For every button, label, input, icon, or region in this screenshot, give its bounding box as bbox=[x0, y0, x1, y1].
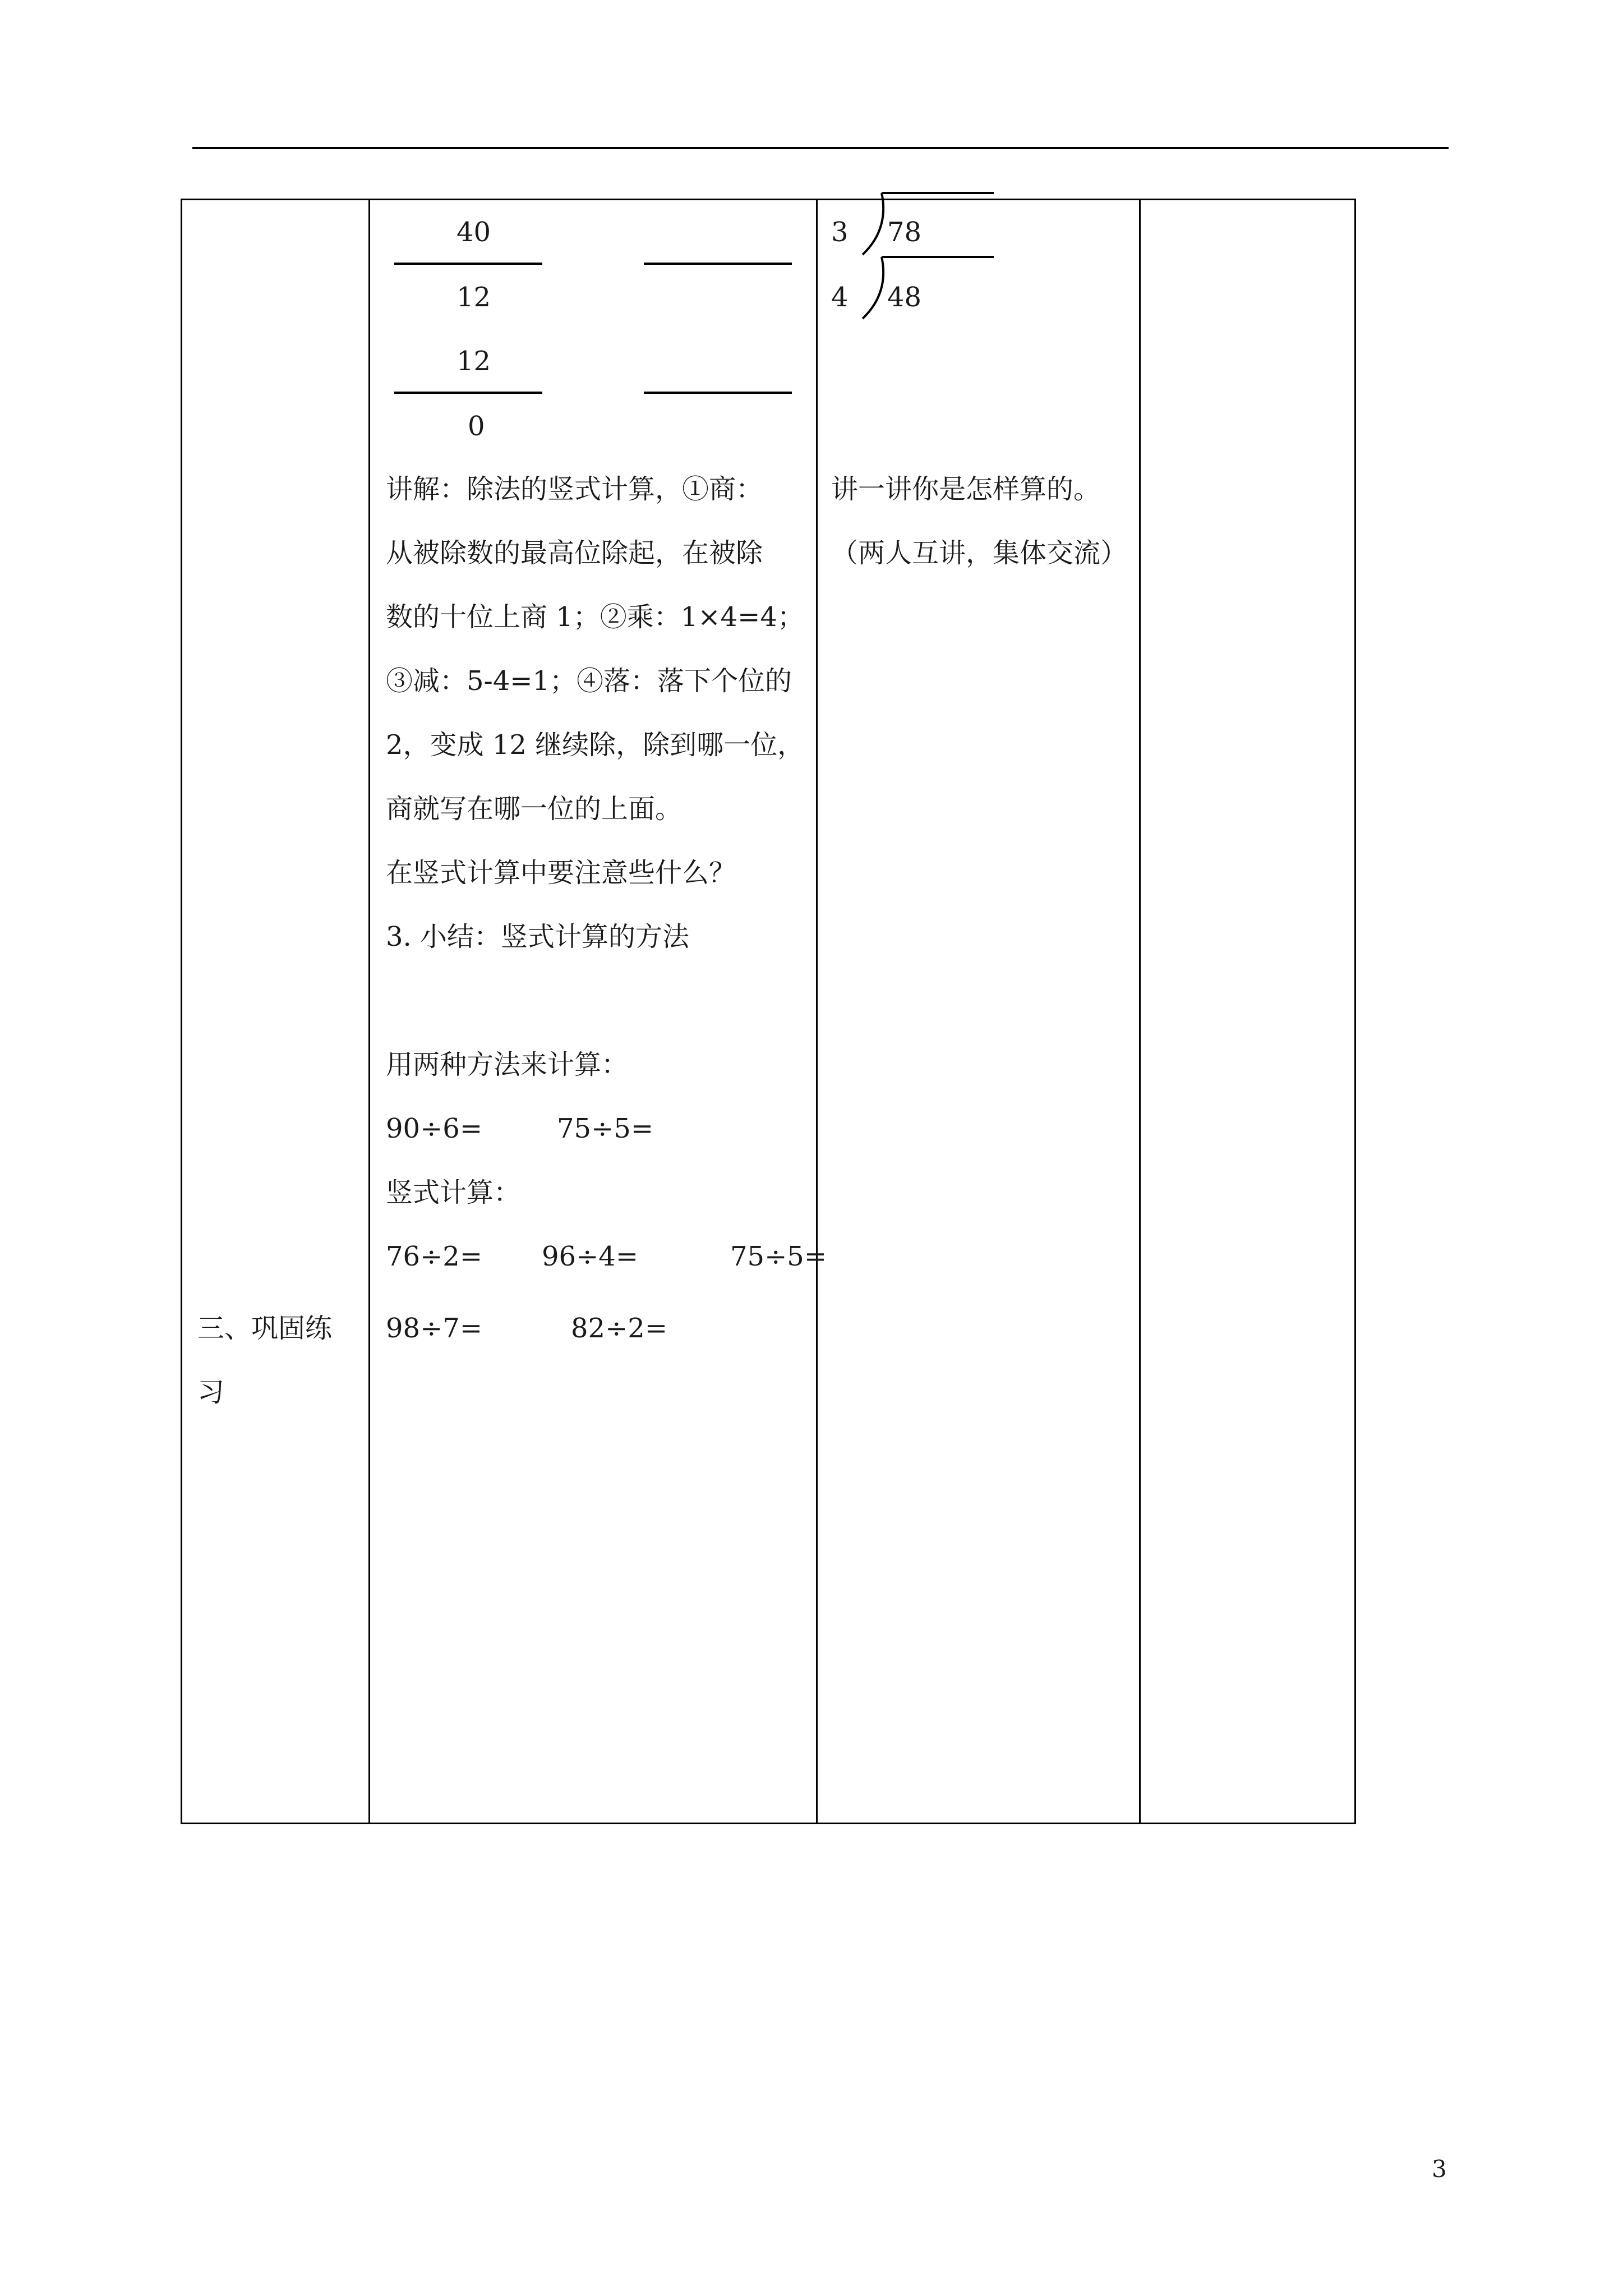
exercise-problem: 75÷5= bbox=[730, 1241, 827, 1272]
exercise-problem: 90÷6= bbox=[386, 1113, 483, 1144]
exercise-problem: 75÷5= bbox=[557, 1113, 654, 1144]
explanation-line: 在竖式计算中要注意些什么？ bbox=[386, 857, 736, 889]
exercise-problem: 76÷2= bbox=[386, 1241, 483, 1272]
section-label: 三、巩固练 bbox=[197, 1313, 333, 1344]
vertical-calc-title: 竖式计算： bbox=[386, 1177, 521, 1208]
division-rule bbox=[644, 263, 792, 265]
division-line-40: 40 bbox=[457, 217, 491, 248]
column-divider-2 bbox=[816, 199, 818, 1824]
explanation-line: 商就写在哪一位的上面。 bbox=[386, 793, 683, 825]
division-rule bbox=[394, 392, 542, 394]
divisor: 3 bbox=[831, 217, 849, 248]
division-line-0: 0 bbox=[468, 411, 485, 442]
student-note: （两人互讲，集体交流） bbox=[831, 537, 1128, 569]
exercise-problem: 96÷4= bbox=[542, 1241, 639, 1272]
divisor: 4 bbox=[831, 282, 849, 313]
division-line-12: 12 bbox=[457, 346, 491, 377]
explanation-line: 从被除数的最高位除起，在被除 bbox=[386, 537, 763, 569]
dividend: 48 bbox=[887, 282, 922, 313]
lesson-table bbox=[181, 199, 1356, 1824]
page-number: 3 bbox=[1432, 2155, 1447, 2183]
division-rule bbox=[394, 263, 542, 265]
dividend: 78 bbox=[887, 217, 922, 248]
summary-heading: 3. 小结：竖式计算的方法 bbox=[386, 921, 690, 953]
exercise-problem: 82÷2= bbox=[571, 1313, 668, 1344]
division-rule bbox=[644, 392, 792, 394]
explanation-line: ③减：5-4=1；④落：落下个位的 bbox=[386, 665, 792, 697]
exercise-problem: 98÷7= bbox=[386, 1313, 483, 1344]
explanation-line: 数的十位上商 1；②乘：1×4=4； bbox=[386, 601, 804, 633]
student-prompt: 讲一讲你是怎样算的。 bbox=[831, 473, 1101, 505]
column-divider-1 bbox=[368, 199, 370, 1824]
explanation-line: 2，变成 12 继续除，除到哪一位， bbox=[386, 729, 805, 761]
division-bracket-icon bbox=[858, 191, 1004, 258]
section-label: 习 bbox=[197, 1377, 225, 1408]
division-bracket-icon bbox=[858, 255, 1004, 322]
column-divider-3 bbox=[1139, 199, 1141, 1824]
two-methods-title: 用两种方法来计算： bbox=[386, 1049, 629, 1080]
explanation-line: 讲解：除法的竖式计算，①商： bbox=[386, 473, 763, 505]
division-line-12: 12 bbox=[457, 282, 491, 313]
header-rule bbox=[192, 147, 1449, 149]
